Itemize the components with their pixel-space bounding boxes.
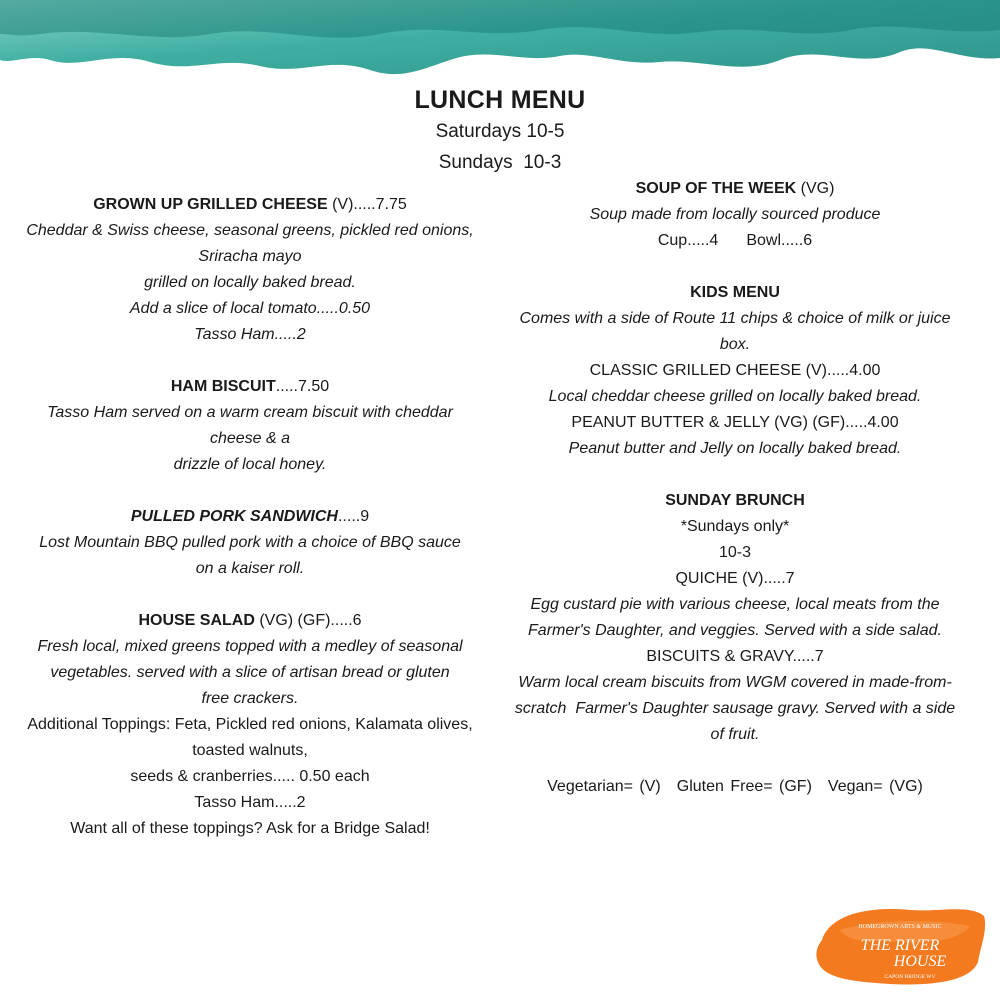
- item-description: Peanut butter and Jelly on locally baked bread.: [568, 440, 902, 457]
- logo-tagline: HOMEGROWN ARTS & MUSIC: [858, 924, 942, 930]
- item-name: PULLED PORK SANDWICH: [130, 508, 338, 525]
- item-price: .....9: [337, 508, 370, 525]
- item-description: Soup made from locally sourced produce: [589, 206, 881, 223]
- salad-tasso: Tasso Ham.....2: [194, 794, 306, 811]
- item-description: Local cheddar cheese grilled on locally baked bread.: [548, 388, 922, 405]
- section-title: KIDS MENU: [690, 284, 780, 301]
- kids-item-grilled-cheese: CLASSIC GRILLED CHEESE (V).....4.00: [589, 362, 881, 379]
- logo-line-1: THE RIVER: [860, 937, 940, 954]
- river-house-logo: [810, 900, 990, 990]
- menu-section-kids: [510, 280, 960, 462]
- item-name: HAM BISCUIT: [170, 378, 276, 395]
- menu-section-brunch: [510, 488, 960, 748]
- item-addon: Tasso Ham.....2: [194, 326, 306, 343]
- brunch-item-biscuits: BISCUITS & GRAVY.....7: [646, 648, 824, 665]
- brunch-item-quiche: QUICHE (V).....7: [675, 570, 795, 587]
- item-description: Egg custard pie with various cheese, local meats from the Farmer's Daughter, and veggies. Served with a side salad.: [528, 596, 942, 639]
- menu-item-soup: [510, 176, 960, 254]
- soup-prices: [510, 228, 960, 254]
- menu-item-ham-biscuit: [22, 374, 478, 478]
- hours-sunday: Sundays 10-3: [438, 152, 562, 173]
- item-description: Warm local cream biscuits from WGM covered in made-from-scratch Farmer's Daughter sausage gravy. Served with a side of fruit.: [514, 674, 960, 743]
- item-addon: Add a slice of local tomato.....0.50: [129, 300, 371, 317]
- diet-legend: [510, 774, 960, 800]
- menu-title: LUNCH MENU: [414, 86, 586, 114]
- bridge-salad-note: Want all of these toppings? Ask for a Bridge Salad!: [70, 820, 430, 837]
- menu-item-grilled-cheese: [22, 192, 478, 348]
- item-description: Cheddar & Swiss cheese, seasonal greens, pickled red onions, Sriracha mayo: [26, 222, 474, 265]
- hours-saturday: Saturdays 10-5: [435, 121, 565, 142]
- logo-line-2: HOUSE: [893, 953, 947, 970]
- item-tags: (VG): [796, 180, 835, 197]
- item-name: HOUSE SALAD: [138, 612, 255, 629]
- brunch-hours: 10-3: [718, 544, 752, 561]
- item-description: drizzle of local honey.: [173, 456, 327, 473]
- brunch-note: *Sundays only*: [680, 518, 790, 535]
- menu-header: [0, 84, 1000, 178]
- legend-gluten-free: Gluten Free= (GF): [676, 778, 812, 795]
- item-description: Fresh local, mixed greens topped with a medley of seasonal vegetables. served with a slice of artisan bread or gluten free crackers.: [37, 638, 463, 707]
- section-description: Comes with a side of Route 11 chips & choice of milk or juice box.: [519, 310, 951, 353]
- menu-item-house-salad: [22, 608, 478, 842]
- left-column: [22, 192, 478, 868]
- item-name: SOUP OF THE WEEK: [635, 180, 797, 197]
- section-title: SUNDAY BRUNCH: [665, 492, 805, 509]
- soup-bowl-price: Bowl.....6: [746, 232, 813, 249]
- salad-toppings-price: seeds & cranberries..... 0.50 each: [130, 768, 370, 785]
- salad-toppings: Additional Toppings: Feta, Pickled red onions, Kalamata olives, toasted walnuts,: [27, 716, 473, 759]
- item-description: grilled on locally baked bread.: [144, 274, 356, 291]
- legend-vegan: Vegan= (VG): [827, 778, 923, 795]
- soup-cup-price: Cup.....4: [657, 232, 719, 249]
- item-name: GROWN UP GRILLED CHEESE: [93, 196, 328, 213]
- logo-location: CAPON BRIDGE WV: [884, 974, 936, 980]
- right-column: [510, 176, 960, 800]
- item-description: Lost Mountain BBQ pulled pork with a choice of BBQ sauce on a kaiser roll.: [39, 534, 461, 577]
- item-description: Tasso Ham served on a warm cream biscuit with cheddar cheese & a: [47, 404, 453, 447]
- kids-item-pbj: PEANUT BUTTER & JELLY (VG) (GF).....4.00: [571, 414, 899, 431]
- menu-item-pulled-pork: [22, 504, 478, 582]
- item-price: (VG) (GF).....6: [254, 612, 362, 629]
- legend-vegetarian: Vegetarian= (V): [547, 778, 661, 795]
- item-price: .....7.50: [275, 378, 330, 395]
- item-price: (V).....7.75: [327, 196, 407, 213]
